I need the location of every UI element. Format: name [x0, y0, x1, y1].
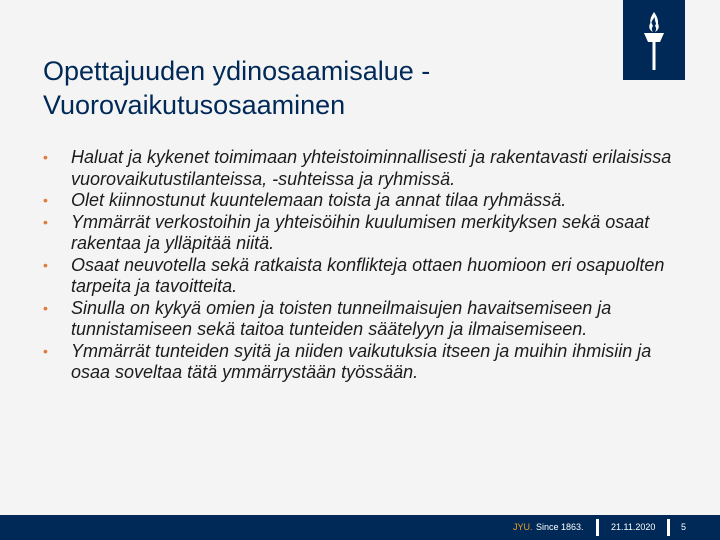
page-number: 5 [681, 522, 687, 532]
footer-bar [0, 515, 720, 540]
title-line-2: Vuorovaikutusosaaminen [43, 90, 346, 120]
bullet-text: Sinulla on kykyä omien ja toisten tunneilmaisujen havaitsemiseen ja tunnistamiseen sekä taitoa tunteiden säätelyyn ja ilmaisemiseen. [71, 297, 612, 339]
bullet-item [43, 212, 693, 255]
bullet-dot-icon: • [43, 299, 48, 316]
bullet-list [43, 147, 693, 384]
footer-since: Since 1863. [536, 522, 584, 532]
torch-icon [623, 0, 685, 80]
bullet-dot-icon: • [43, 256, 48, 273]
footer-divider [667, 519, 670, 536]
bullet-text: Ymmärrät verkostoihin ja yhteisöihin kuulumisen merkityksen sekä osaat rakentaa ja ylläpitää niitä. [71, 211, 650, 253]
bullet-dot-icon: • [43, 213, 48, 230]
bullet-dot-icon: • [43, 192, 48, 208]
bullet-text: Osaat neuvotella sekä ratkaista konflikteja ottaen huomioon eri osapuolten tarpeita ja tavoitteita. [71, 254, 665, 296]
bullet-item [43, 147, 693, 190]
slide-title [43, 54, 603, 122]
bullet-text: Ymmärrät tunteiden syitä ja niiden vaikutuksia itseen ja muihin ihmisiin ja osaa soveltaa tätä ymmärrystään työssään. [71, 340, 652, 382]
bullet-dot-icon: • [43, 342, 48, 359]
footer-brand: JYU. [513, 522, 533, 532]
bullet-dot-icon: • [43, 149, 48, 165]
bullet-text: Olet kiinnostunut kuuntelemaan toista ja annat tilaa ryhmässä. [71, 190, 567, 210]
bullet-text: Haluat ja kykenet toimimaan yhteistoiminnallisesti ja rakentavasti erilaisissa vuorovaikutustilanteissa, -suhteissa ja ryhmissä. [71, 147, 672, 189]
footer-divider [596, 519, 599, 536]
bullet-item [43, 341, 693, 384]
university-logo [623, 0, 685, 80]
bullet-item [43, 190, 693, 212]
bullet-item [43, 298, 693, 341]
title-line-1: Opettajuuden ydinosaamisalue - [43, 56, 431, 86]
footer-date: 21.11.2020 [611, 522, 656, 532]
bullet-item [43, 255, 693, 298]
